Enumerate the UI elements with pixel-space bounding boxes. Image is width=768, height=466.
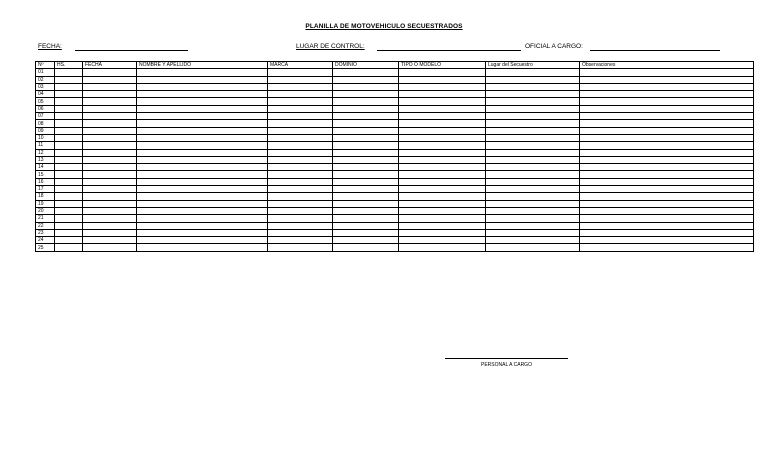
row-number: 07 [36,113,55,120]
table-cell[interactable] [55,222,83,229]
table-cell[interactable] [399,149,486,156]
table-cell[interactable] [137,215,268,222]
table-row [36,142,754,149]
table-cell[interactable] [55,229,83,236]
table-cell[interactable] [268,76,333,83]
column-header: DOMINIO [333,62,399,69]
table-cell[interactable] [83,69,137,76]
table-cell[interactable] [333,98,399,105]
row-number: 03 [36,83,55,90]
table-cell[interactable] [399,237,486,244]
table-cell[interactable] [333,120,399,127]
table-cell[interactable] [137,186,268,193]
table-row [36,237,754,244]
table-row [36,215,754,222]
table-cell[interactable] [137,171,268,178]
table-cell[interactable] [486,222,580,229]
table-cell[interactable] [399,200,486,207]
table-cell[interactable] [268,171,333,178]
table-cell[interactable] [580,171,754,178]
table-cell[interactable] [83,178,137,185]
table-row [36,91,754,98]
table-cell[interactable] [486,215,580,222]
table-cell[interactable] [486,244,580,251]
table-cell[interactable] [268,156,333,163]
table-cell[interactable] [580,237,754,244]
table-row [36,193,754,200]
table-cell[interactable] [55,156,83,163]
table-cell[interactable] [580,76,754,83]
table-cell[interactable] [580,229,754,236]
table-cell[interactable] [55,83,83,90]
table-row [36,244,754,251]
table-cell[interactable] [55,171,83,178]
row-number: 09 [36,127,55,134]
oficial-a-cargo-label: OFICIAL A CARGO: [525,43,583,50]
table-row [36,120,754,127]
table-cell[interactable] [268,229,333,236]
table-cell[interactable] [580,222,754,229]
table-cell[interactable] [333,164,399,171]
table-cell[interactable] [83,149,137,156]
table-cell[interactable] [55,237,83,244]
table-cell[interactable] [268,244,333,251]
table-cell[interactable] [55,178,83,185]
table-cell[interactable] [137,164,268,171]
table-cell[interactable] [399,120,486,127]
table-cell[interactable] [137,83,268,90]
table-cell[interactable] [83,186,137,193]
table-cell[interactable] [399,156,486,163]
row-number: 08 [36,120,55,127]
table-cell[interactable] [83,156,137,163]
table-cell[interactable] [580,98,754,105]
table-row [36,83,754,90]
table-cell[interactable] [399,186,486,193]
table-cell[interactable] [268,178,333,185]
table-cell[interactable] [399,207,486,214]
motovehicle-table [35,61,754,252]
table-cell[interactable] [137,156,268,163]
table-cell[interactable] [486,98,580,105]
table-cell[interactable] [580,149,754,156]
table-cell[interactable] [83,76,137,83]
table-cell[interactable] [580,120,754,127]
table-cell[interactable] [137,91,268,98]
table-cell[interactable] [137,237,268,244]
table-cell[interactable] [268,237,333,244]
table-cell[interactable] [333,186,399,193]
table-row [36,164,754,171]
table-cell[interactable] [486,149,580,156]
table-cell[interactable] [486,91,580,98]
column-header: NOMBRE Y APELLIDO [137,62,268,69]
signature-label: PERSONAL A CARGO [481,362,532,368]
table-cell[interactable] [580,244,754,251]
row-number: 06 [36,105,55,112]
table-row [36,98,754,105]
table-cell[interactable] [137,98,268,105]
table-cell[interactable] [580,69,754,76]
table-cell[interactable] [55,200,83,207]
table-cell[interactable] [137,193,268,200]
column-header: Lugar del Secuestro [486,62,580,69]
table-cell[interactable] [333,200,399,207]
table-cell[interactable] [333,127,399,134]
table-cell[interactable] [399,134,486,141]
table-cell[interactable] [55,127,83,134]
table-cell[interactable] [399,178,486,185]
table-cell[interactable] [55,76,83,83]
table-cell[interactable] [333,215,399,222]
table-cell[interactable] [333,142,399,149]
row-number: 21 [36,215,55,222]
table-cell[interactable] [486,178,580,185]
row-number: 12 [36,149,55,156]
table-cell[interactable] [333,149,399,156]
table-cell[interactable] [268,113,333,120]
table-cell[interactable] [268,215,333,222]
table-row [36,156,754,163]
table-cell[interactable] [55,134,83,141]
table-cell[interactable] [399,127,486,134]
table-row [36,134,754,141]
table-cell[interactable] [486,142,580,149]
table-cell[interactable] [55,164,83,171]
table-cell[interactable] [137,134,268,141]
table-cell[interactable] [399,244,486,251]
row-number: 20 [36,207,55,214]
table-row [36,200,754,207]
table-cell[interactable] [333,178,399,185]
table-cell[interactable] [83,207,137,214]
table-cell[interactable] [333,83,399,90]
row-number: 14 [36,164,55,171]
table-cell[interactable] [268,142,333,149]
table-cell[interactable] [83,120,137,127]
table-cell[interactable] [580,83,754,90]
table-row [36,207,754,214]
table-cell[interactable] [580,178,754,185]
table-cell[interactable] [268,91,333,98]
table-cell[interactable] [137,69,268,76]
table-cell[interactable] [137,105,268,112]
table-cell[interactable] [55,193,83,200]
table-cell[interactable] [333,69,399,76]
table-cell[interactable] [333,113,399,120]
table-cell[interactable] [137,200,268,207]
table-cell[interactable] [486,171,580,178]
table-cell[interactable] [55,105,83,112]
table-cell[interactable] [268,149,333,156]
table-cell[interactable] [486,200,580,207]
table-cell[interactable] [268,134,333,141]
signature-line[interactable] [445,358,568,359]
table-row [36,113,754,120]
table-cell[interactable] [55,120,83,127]
table-row [36,178,754,185]
fecha-field[interactable] [75,50,188,51]
row-number: 18 [36,193,55,200]
table-cell[interactable] [137,142,268,149]
table-cell[interactable] [83,105,137,112]
table-cell[interactable] [83,98,137,105]
table-cell[interactable] [580,113,754,120]
table-cell[interactable] [55,215,83,222]
table-cell[interactable] [580,186,754,193]
oficial-a-cargo-field[interactable] [590,50,720,51]
table-cell[interactable] [137,127,268,134]
table-cell[interactable] [83,222,137,229]
table-cell[interactable] [137,229,268,236]
table-cell[interactable] [486,120,580,127]
table-cell[interactable] [55,91,83,98]
table-cell[interactable] [268,127,333,134]
table-cell[interactable] [399,164,486,171]
table-cell[interactable] [268,207,333,214]
row-number: 05 [36,98,55,105]
table-cell[interactable] [399,171,486,178]
table-cell[interactable] [399,98,486,105]
table-cell[interactable] [137,76,268,83]
row-number: 24 [36,237,55,244]
table-cell[interactable] [83,113,137,120]
table-row [36,186,754,193]
table-cell[interactable] [580,105,754,112]
table-cell[interactable] [137,149,268,156]
table-cell[interactable] [399,91,486,98]
row-number: 23 [36,229,55,236]
table-cell[interactable] [486,83,580,90]
row-number: 02 [36,76,55,83]
fecha-label: FECHA: [38,43,62,50]
table-cell[interactable] [580,156,754,163]
table-cell[interactable] [399,76,486,83]
table-cell[interactable] [486,207,580,214]
table-cell[interactable] [333,244,399,251]
table-cell[interactable] [580,207,754,214]
table-row [36,222,754,229]
table-cell[interactable] [486,69,580,76]
table-cell[interactable] [580,127,754,134]
table-cell[interactable] [580,193,754,200]
table-cell[interactable] [399,113,486,120]
table-cell[interactable] [486,134,580,141]
table-cell[interactable] [268,186,333,193]
table-cell[interactable] [55,244,83,251]
row-number: 17 [36,186,55,193]
table-cell[interactable] [333,105,399,112]
row-number: 22 [36,222,55,229]
row-number: 01 [36,69,55,76]
table-cell[interactable] [486,237,580,244]
table-row [36,171,754,178]
table-row [36,229,754,236]
table-row [36,76,754,83]
table-cell[interactable] [55,207,83,214]
table-cell[interactable] [486,113,580,120]
lugar-de-control-label: LUGAR DE CONTROL: [296,43,365,50]
table-cell[interactable] [268,105,333,112]
table-cell[interactable] [486,76,580,83]
column-header: TIPO O MODELO [399,62,486,69]
table-cell[interactable] [333,134,399,141]
row-number: 19 [36,200,55,207]
table-cell[interactable] [83,237,137,244]
table-cell[interactable] [268,98,333,105]
row-number: 04 [36,91,55,98]
table-cell[interactable] [399,69,486,76]
table-cell[interactable] [55,142,83,149]
table-row [36,149,754,156]
table-cell[interactable] [580,200,754,207]
table-cell[interactable] [55,186,83,193]
table-cell[interactable] [83,142,137,149]
table-header-row [36,62,754,69]
table-cell[interactable] [399,229,486,236]
row-number: 11 [36,142,55,149]
table-cell[interactable] [333,207,399,214]
table-cell[interactable] [83,127,137,134]
table-cell[interactable] [137,178,268,185]
table-cell[interactable] [486,127,580,134]
table-cell[interactable] [137,120,268,127]
table-cell[interactable] [268,69,333,76]
table-cell[interactable] [268,222,333,229]
table-row [36,127,754,134]
table-cell[interactable] [55,149,83,156]
table-cell[interactable] [83,83,137,90]
table-cell[interactable] [399,83,486,90]
table-cell[interactable] [580,134,754,141]
table-cell[interactable] [137,207,268,214]
table-cell[interactable] [55,69,83,76]
column-header: HS. [55,62,83,69]
table-cell[interactable] [83,215,137,222]
table-cell[interactable] [83,200,137,207]
table-cell[interactable] [580,215,754,222]
table-cell[interactable] [137,244,268,251]
table-cell[interactable] [268,164,333,171]
table-cell[interactable] [333,76,399,83]
table-cell[interactable] [399,222,486,229]
table-cell[interactable] [333,237,399,244]
table-cell[interactable] [333,171,399,178]
table-cell[interactable] [83,164,137,171]
table-cell[interactable] [268,83,333,90]
table-cell[interactable] [268,193,333,200]
table-cell[interactable] [580,142,754,149]
table-cell[interactable] [268,200,333,207]
table-cell[interactable] [55,113,83,120]
table-cell[interactable] [83,229,137,236]
table-cell[interactable] [486,229,580,236]
row-number: 15 [36,171,55,178]
column-header: Observaciones [580,62,754,69]
table-cell[interactable] [333,229,399,236]
table-cell[interactable] [83,171,137,178]
table-cell[interactable] [486,156,580,163]
table-cell[interactable] [83,91,137,98]
table-cell[interactable] [333,91,399,98]
table-cell[interactable] [580,91,754,98]
table-cell[interactable] [137,113,268,120]
table-cell[interactable] [268,120,333,127]
table-cell[interactable] [399,105,486,112]
table-cell[interactable] [399,193,486,200]
table-cell[interactable] [486,164,580,171]
table-cell[interactable] [83,134,137,141]
table-cell[interactable] [486,105,580,112]
table-cell[interactable] [399,142,486,149]
table-cell[interactable] [137,222,268,229]
table-cell[interactable] [333,193,399,200]
table-cell[interactable] [486,186,580,193]
page-title: PLANILLA DE MOTOVEHICULO SECUESTRADOS [305,23,463,30]
table-cell[interactable] [83,244,137,251]
table-cell[interactable] [399,215,486,222]
lugar-de-control-field[interactable] [377,50,521,51]
row-number: 16 [36,178,55,185]
table-row [36,105,754,112]
row-number: 10 [36,134,55,141]
table-cell[interactable] [55,98,83,105]
column-header: FECHA [83,62,137,69]
column-header: MARCA [268,62,333,69]
table-cell[interactable] [580,164,754,171]
table-cell[interactable] [333,222,399,229]
table-cell[interactable] [486,193,580,200]
column-header: Nº [36,62,55,69]
table-cell[interactable] [333,156,399,163]
row-number: 25 [36,244,55,251]
table-cell[interactable] [83,193,137,200]
row-number: 13 [36,156,55,163]
table-row [36,69,754,76]
